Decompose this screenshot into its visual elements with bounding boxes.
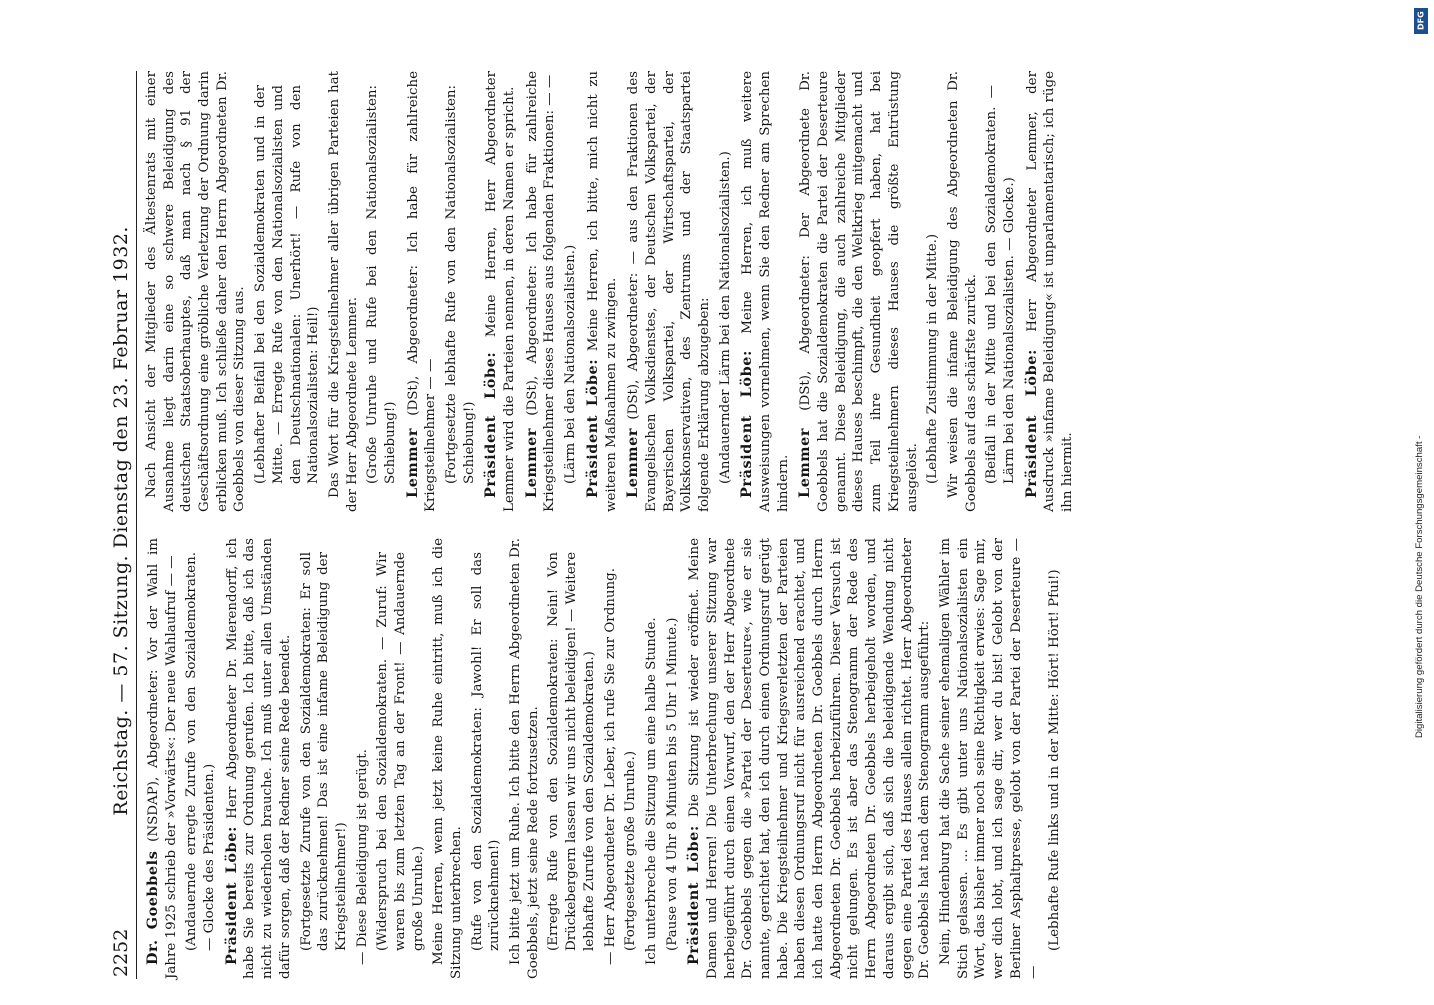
paragraph: Meine Herren, wenn jetzt keine Ruhe eintritt, muß ich die Sitzung unterbrechen. <box>431 538 464 979</box>
speech-paragraph <box>143 538 180 979</box>
paragraph: Nach Ansicht der Mitglieder des Ältestenrats mit einer Ausnahme liegt darin eine so schwere Beleidigung des deutschen Staatsoberhauptes, daß man nach § 91 der Geschäftsordnung eine gröbliche Verletzung der Ordnung darin erblicken muß. Ich schließe daher den Herrn Abgeordneten Dr. Goebbels von dieser Sitzung aus. <box>144 71 248 512</box>
interjection: (Widerspruch bei den Sozialdemokraten. — Zuruf: Wir waren bis zum letzten Tag an der Front! — Andauernde große Unruhe.) <box>375 552 426 951</box>
paragraph: Ich unterbreche die Sitzung um eine halbe Stunde. <box>643 617 659 965</box>
speech-text: Meine Herren, ich bitte, mich nicht zu weiteren Maßnahmen zu zwingen. <box>585 71 619 512</box>
speech-text: Meine Herren, Herr Abgeordneter Lemmer wird die Parteien nennen, in deren Namen er spricht. <box>484 71 518 512</box>
speech-paragraph <box>623 71 713 512</box>
dfg-credit <box>1414 8 1428 998</box>
speech-text: Die Sitzung ist wieder eröffnet. Meine Damen und Herren! Die Unterbrechung unserer Sitzung war herbeigeführt durch einen Vorwurf, den der Herr Abgeordnete Dr. Goebbels gegen die »Partei der Deserteure«, wie er sie nannte, gerichtet hat, den ich durch einen Ordnungsruf gerügt habe. Die Kriegsteilnehmer und Kriegsverletzten der Parteien haben diesen Ordnungsruf nicht für ausreichend erachtet, und ich hatte den Herrn Abgeordneten Dr. Goebbels durch Herrn Abgeordneten Dr. Goebbels herbeizuführen. Dieser Versuch ist nicht gelungen. Es ist aber das Stenogramm der Rede des Herrn Abgeordneten Dr. Goebbels herbeigeholt worden, und daraus ergibt sich, daß sich die beleidigende Wendung nicht gegen eine Partei des Hauses allein richtet. Herr Abgeordneter Dr. Goebbels hat nach dem Stenogramm ausgeführt: <box>687 538 933 979</box>
interjection: (Fortgesetzte große Unruhe.) <box>623 750 639 951</box>
interjection: (Andauernde erregte Zurufe von den Sozialdemokraten. — Glocke des Präsidenten.) <box>184 552 218 951</box>
interjection: (Erregte Rufe von den Sozialdemokraten: Nein! Von Drückebergern lassen wir uns nicht beleidigen! — Weitere lebhafte Zurufe von den Sozialdemokraten.) <box>546 552 597 951</box>
speaker-name: Präsident Löbe: <box>738 350 756 498</box>
speaker-name: Präsident Löbe: <box>1022 349 1040 498</box>
left-column <box>143 538 1080 979</box>
page-number: 2252 <box>110 928 132 977</box>
speaker-name: Lemmer <box>522 427 540 498</box>
speech-paragraph <box>1022 71 1077 512</box>
header-title: Reichstag. — 57. Sitzung. Dienstag den 23. Februar 1932. <box>110 226 132 816</box>
interjection: (Beifall in der Mitte und bei den Sozialdemokraten. — Lärm bei den Nationalsozialisten. — Glocke.) <box>984 85 1017 484</box>
speech-paragraph <box>737 71 792 512</box>
speech-text: (DSt), Abgeordneter: Der Abgeordnete Dr. Goebbels hat die Sozialdemokraten die Partei der Deserteure genannt. Diese Beleidigung, die auch zahlreiche Mitglieder dieses Hauses beschimpft, die den Weltkrieg mitgemacht und zum Teil ihre Gesundheit geopfert haben, hat bei Kriegsteilnehmern dieses Hauses die größte Entrüstung ausgelöst. <box>798 71 920 512</box>
speech-paragraph <box>222 538 295 979</box>
interjection: (Pause von 4 Uhr 8 Minuten bis 5 Uhr 1 Minute.) <box>664 617 680 951</box>
speaker-name: Lemmer <box>624 427 642 498</box>
rotated-page <box>80 45 1335 1005</box>
speech-paragraph <box>684 538 934 979</box>
document-page <box>80 45 1335 1005</box>
speaker-name: Lemmer <box>796 427 814 498</box>
speech-paragraph <box>795 71 921 512</box>
interjection: (Lebhafte Rufe links und in der Mitte: Hört! Hört! Pfui!) <box>1047 569 1062 951</box>
interjection: (Lebhafte Zustimmung in der Mitte.) <box>925 233 941 484</box>
speech-paragraph <box>403 71 440 512</box>
dfg-logo: DFG <box>1414 8 1428 34</box>
interjection: (Lebhafter Beifall bei den Sozialdemokraten und in der Mitte. — Erregte Rufe von den Nationalsozialisten und den Deutschnationalen: Unerhört! — Rufe von den Nationalsozialisten: Heil!) <box>253 85 322 484</box>
paragraph: Nein, Hindenburg hat die Sache seiner ehemaligen Wähler im Stich gelassen. ... Es gibt unter uns Nationalsozialisten ein Wort, das bisher immer noch seine Richtigkeit erwies: Sage mir, wer dich lobt, und ich sage dir, wer du bist! Gelobt von der Berliner Asphaltpresse, gelobt von der Partei der Deserteure — — <box>937 538 1042 979</box>
interjection: (Fortgesetzte Zurufe von den Sozialdemokraten: Er soll das zurücknehmen! Das ist eine infame Beleidigung der Kriegsteilnehmer!) <box>298 552 349 951</box>
speech-paragraph <box>522 71 559 512</box>
speech-text: Herr Abgeordneter Dr. Mierendorff, ich habe Sie bereits zur Ordnung gerufen. Ich bitte, daß ich das nicht zu wiederholen brauche. Ich muß unter allen Umständen dafür sorgen, daß der Redner seine Rede beendet. <box>224 538 293 979</box>
paragraph: — Diese Beleidigung ist gerügt. <box>354 749 370 965</box>
dfg-note: Digitalisierung gefördert durch die Deutsche Forschungsgemeinschaft - <box>1414 435 1425 738</box>
speech-text: Meine Herren, ich muß weitere Ausweisungen vornehmen, wenn Sie den Redner am Sprechen hindern. <box>740 71 791 512</box>
speaker-name: Präsident Löbe: <box>482 351 500 498</box>
speech-text: (DSt), Abgeordneter: — aus den Fraktionen des Evangelischen Volksdienstes, der Deutschen Volkspartei, der Bayerischen Volkspartei, der Wirtschaftspartei, der Volkskonservativen, des Zentrums und der Staatspartei folgende Erklärung abzugeben: <box>626 71 712 512</box>
speaker-name: Lemmer <box>403 427 421 498</box>
speaker-name: Präsident Löbe: <box>685 825 703 965</box>
interjection: (Große Unruhe und Rufe bei den Nationalsozialisten: Schiebung!) <box>365 85 398 484</box>
paragraph: Das Wort für die Kriegsteilnehmer aller übrigen Parteien hat der Herr Abgeordnete Lemmer. <box>326 71 360 512</box>
speech-paragraph <box>481 71 518 512</box>
interjection: (Fortgesetzte lebhafte Rufe von den Nationalsozialisten: Schiebung!) <box>444 85 477 484</box>
speech-text: (NSDAP), Abgeordneter: Vor der Wahl im Jahre 1925 schrieb der »Vorwärts«: Der neue Wahlaufruf — — <box>146 538 179 979</box>
page-header <box>98 71 137 979</box>
speaker-name: Präsident Löbe: <box>222 826 240 965</box>
speech-text: Herr Abgeordneter Lemmer, der Ausdruck »infame Beleidigung« ist unparlamentarisch; ich rüge ihn hiermit. <box>1024 71 1075 512</box>
speaker-name: Präsident Löbe: <box>583 358 601 498</box>
paragraph: Wir weisen die infame Beleidigung des Abgeordneten Dr. Goebbels auf das schärfste zurück. <box>945 71 979 512</box>
text-columns <box>143 71 1080 979</box>
interjection: (Lärm bei den Nationalsozialisten.) <box>563 244 579 484</box>
speech-paragraph <box>583 71 620 512</box>
paragraph: — Herr Abgeordneter Dr. Leber, ich rufe Sie zur Ordnung. <box>602 568 618 965</box>
speech-text: (DSt), Abgeordneter: Ich habe für zahlreiche Kriegsteilnehmer — — <box>405 71 439 512</box>
paragraph: Ich bitte jetzt um Ruhe. Ich bitte den Herrn Abgeordneten Dr. Goebbels, jetzt seine Rede fortzusetzen. <box>508 538 541 979</box>
right-column <box>143 71 1080 512</box>
interjection: (Andauernder Lärm bei den Nationalsozialisten.) <box>717 151 733 484</box>
speaker-name: Dr. Goebbels <box>144 850 161 965</box>
interjection: (Rufe von den Sozialdemokraten: Jawohl! Er soll das zurücknehmen!) <box>469 552 503 951</box>
speech-text: (DSt), Abgeordneter: Ich habe für zahlreiche Kriegsteilnehmer dieses Hauses aus folgenden Fraktionen: — — <box>524 71 558 512</box>
